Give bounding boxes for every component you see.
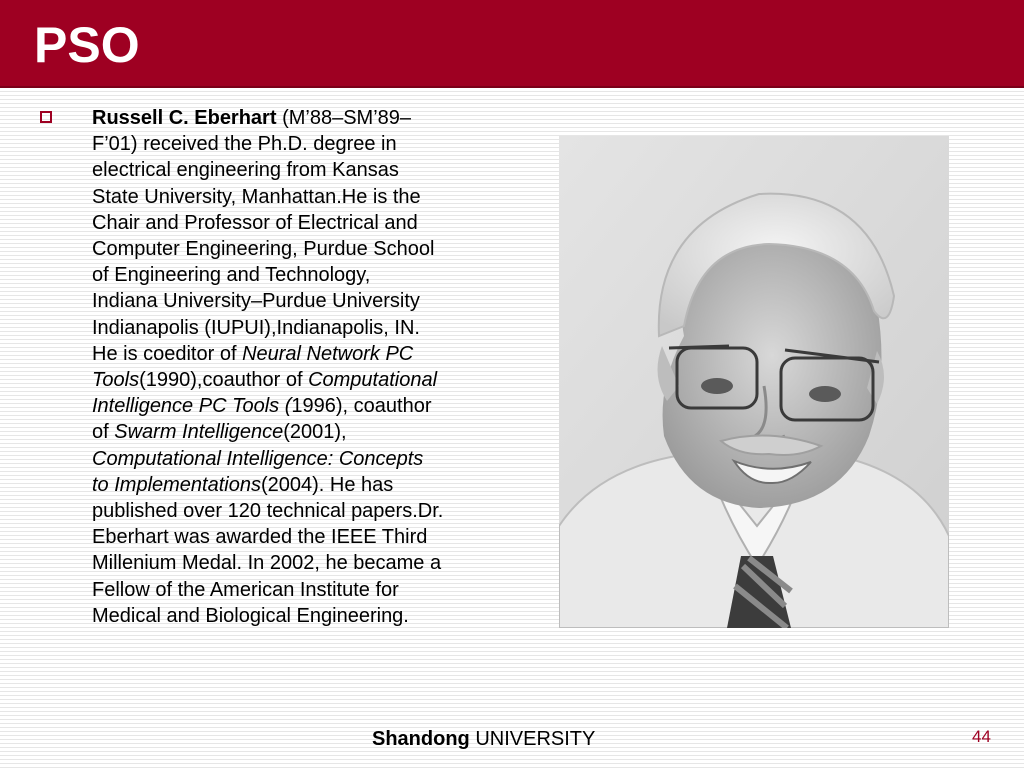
bio-text: (2001),	[283, 421, 347, 444]
title-bar	[0, 0, 1024, 88]
slide-title: PSO	[34, 17, 140, 73]
bio-line	[92, 288, 532, 314]
page-number: 44	[972, 727, 991, 746]
bio-line	[92, 236, 532, 262]
bio-text: Chair and Professor of Electrical and	[92, 211, 418, 234]
bio-line	[92, 315, 532, 341]
book-title-text: Tools	[92, 369, 140, 392]
book-title-text: Neural Network PC	[242, 342, 414, 365]
bio-line	[92, 577, 532, 603]
portrait-photo	[559, 136, 949, 628]
bio-line	[92, 184, 532, 210]
footer-brand	[372, 728, 595, 751]
bio-text: Millenium Medal. In 2002, he became a	[92, 552, 442, 575]
bio-text: He is coeditor of	[92, 342, 243, 365]
footer-brand-bold: Shandong	[372, 728, 470, 750]
bio-line	[92, 498, 532, 524]
author-name: Russell C. Eberhart	[92, 107, 277, 129]
bio-text: of	[92, 421, 115, 444]
bio-line	[92, 262, 532, 288]
bio-line	[92, 157, 532, 183]
bio-line	[92, 472, 532, 498]
footer-brand-rest: UNIVERSITY	[469, 728, 596, 750]
bio-line	[92, 419, 532, 445]
hollow-square-bullet-icon	[40, 111, 52, 123]
bio-text: (M’88–SM’89–	[276, 107, 412, 129]
bio-line	[92, 341, 532, 367]
bio-paragraph	[92, 105, 532, 629]
bio-text: Computer Engineering, Purdue School	[92, 238, 435, 261]
bio-line	[92, 446, 532, 472]
book-title-text: Intelligence PC Tools (	[92, 395, 292, 418]
bio-line	[92, 367, 532, 393]
bio-line	[92, 550, 532, 576]
bio-text: 1996), coauthor	[291, 395, 432, 418]
bio-text: F’01) received the Ph.D. degree in	[92, 133, 397, 156]
bio-line	[92, 105, 532, 131]
bio-line	[92, 210, 532, 236]
bio-text: State University, Manhattan.He is the	[92, 185, 421, 208]
bio-text: (2004). He has	[260, 473, 394, 496]
bio-line	[92, 393, 532, 419]
bio-line	[92, 131, 532, 157]
bio-text: published over 120 technical papers.Dr.	[92, 500, 444, 523]
book-title-text: Swarm Intelligence	[114, 421, 284, 444]
bio-text: Medical and Biological Engineering.	[92, 604, 409, 627]
bio-text: Indiana University–Purdue University	[92, 290, 420, 313]
book-title-text: to Implementations	[92, 473, 261, 496]
book-title-text: Computational	[308, 369, 438, 392]
bio-line	[92, 603, 532, 629]
bio-text: of Engineering and Technology,	[92, 264, 371, 287]
bio-text: Indianapolis (IUPUI),Indianapolis, IN.	[92, 316, 420, 339]
bio-text: electrical engineering from Kansas	[92, 159, 399, 182]
bio-text: (1990),coauthor of	[139, 369, 309, 392]
bio-text: Eberhart was awarded the IEEE Third	[92, 526, 428, 549]
book-title-text: Computational Intelligence: Concepts	[92, 447, 424, 470]
bio-line	[92, 524, 532, 550]
bio-text: Fellow of the American Institute for	[92, 578, 399, 601]
portrait-photo-drawing	[559, 136, 949, 628]
